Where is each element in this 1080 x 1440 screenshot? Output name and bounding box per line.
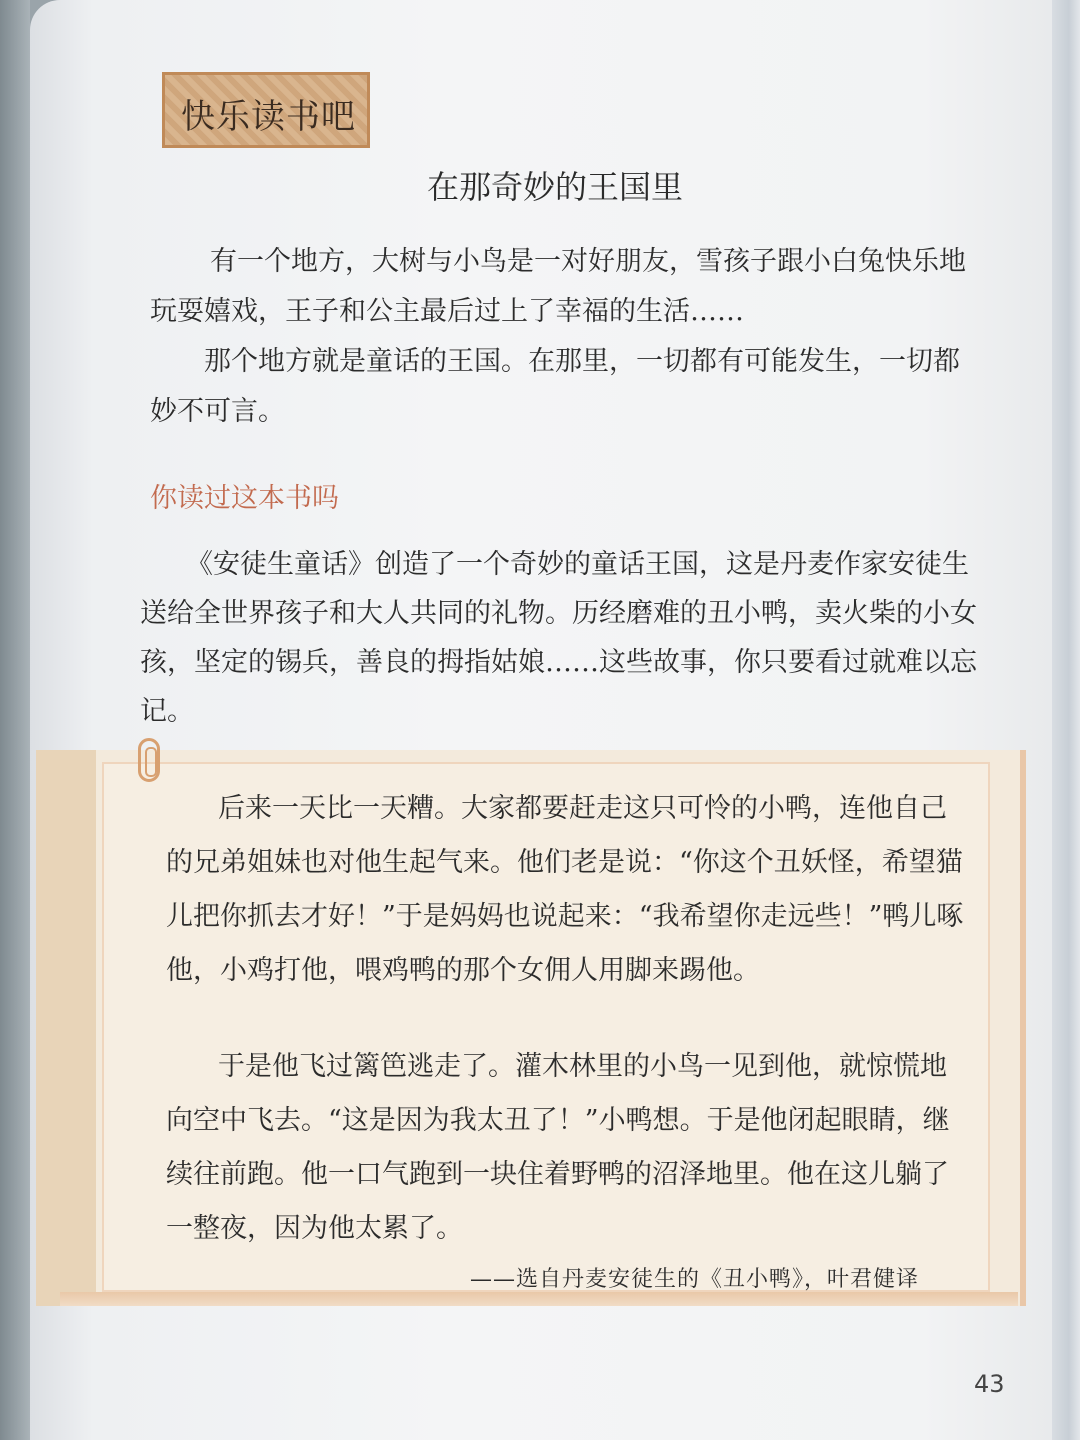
paperclip-icon [138, 738, 160, 782]
section-body: 《安徒生童话》创造了一个奇妙的童话王国，这是丹麦作家安徒生送给全世界孩子和大人共同的礼物。历经磨难的丑小鸭，卖火柴的小女孩，坚定的锡兵，善良的拇指姑娘……这些故事，你只要看过就难以忘记。 [140, 549, 977, 727]
excerpt-paragraph-1: 后来一天比一天糟。大家都要赶走这只可怜的小鸭，连他自己的兄弟姐妹也对他生起气来。他们老是说：“你这个丑妖怪，希望猫儿把你抓去才好！”于是妈妈也说起来：“我希望你走远些！”鸭儿啄他，小鸡打他，喂鸡鸭的那个女佣人用脚来踢他。 [166, 793, 964, 986]
book-edge-left [0, 0, 30, 1440]
section-heading: 你读过这本书吗 [150, 483, 339, 514]
excerpt-source: ——选自丹麦安徒生的《丑小鸭》，叶君健译 [470, 1267, 920, 1292]
book-page [30, 0, 1080, 1440]
excerpt-box-bottom-edge [60, 1292, 1018, 1306]
section-badge [162, 72, 370, 148]
book-edge-right [1052, 0, 1080, 1440]
section-badge-label: 快乐读书吧 [181, 97, 356, 137]
intro-paragraph-2: 那个地方就是童话的王国。在那里，一切都有可能发生，一切都妙不可言。 [150, 346, 960, 427]
excerpt-paragraph-2: 于是他飞过篱笆逃走了。灌木林里的小鸟一见到他，就惊慌地向空中飞去。“这是因为我太丑了！”小鸭想。于是他闭起眼睛，继续往前跑。他一口气跑到一块住着野鸭的沼泽地里。他在这儿躺了一整夜，因为他太累了。 [166, 1051, 950, 1244]
intro-paragraph-1: 有一个地方，大树与小鸟是一对好朋友，雪孩子跟小白兔快乐地玩耍嬉戏，王子和公主最后过上了幸福的生活…… [150, 246, 966, 327]
page-title: 在那奇妙的王国里 [426, 168, 683, 206]
page-number: 43 [974, 1370, 1005, 1398]
